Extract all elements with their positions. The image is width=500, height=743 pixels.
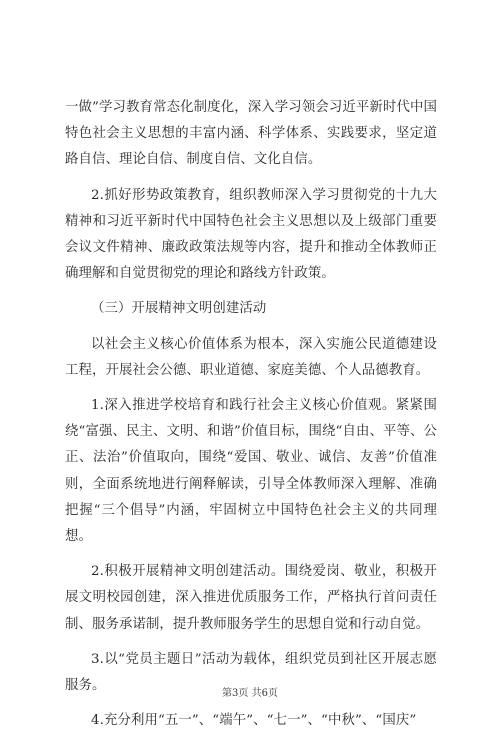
page-footer: [0, 684, 500, 699]
paragraph: 3.以“党员主题日”活动为载体，组织党员到社区开展志愿服务。: [65, 651, 437, 694]
paragraph: 2.抓好形势政策教育，组织教师深入学习贯彻党的十九大精神和习近平新时代中国特色社会主义思想以及上级部门重要会议文件精神、廉政政策法规等内容，提升和推动全体教师正确理解和自觉贯彻党的理论和路线方针政策。: [65, 187, 437, 282]
paragraph: 4.充分利用“五一”、“端午”、“七一”、“中秋”、“国庆”: [91, 713, 417, 729]
paragraph: 1.深入推进学校培育和践行社会主义核心价值观。紧紧围绕“富强、民主、文明、和谐”价值目标，围绕“自由、平等、公正、法治”价值取向，围绕“爱国、敬业、诚信、友善”价值准则，全面系统地进行阐释解读，引导全体教师深入理解、准确把握“三个倡导”内涵，牢固树立中国特色社会主义的共同理想。: [65, 398, 437, 545]
paragraph: 以社会主义核心价值体系为根本，深入实施公民道德建设工程，开展社会公德、职业道德、家庭美德、个人品德教育。: [65, 336, 437, 378]
section-heading: （三）开展精神文明创建活动: [91, 301, 267, 317]
paragraph: 2.积极开展精神文明创建活动。围绕爱岗、敬业，积极开展文明校园创建，深入推进优质服务工作，严格执行首问责任制、服务承诺制，提升教师服务学生的思想自觉和行动自觉。: [65, 564, 437, 632]
page-number: 第3页 共6页: [222, 688, 278, 699]
paragraph: 一做”学习教育常态化制度化，深入学习领会习近平新时代中国特色社会主义思想的丰富内涵、科学体系、实践要求，坚定道路自信、理论自信、制度自信、文化自信。: [65, 100, 437, 168]
document-body: [65, 95, 437, 743]
